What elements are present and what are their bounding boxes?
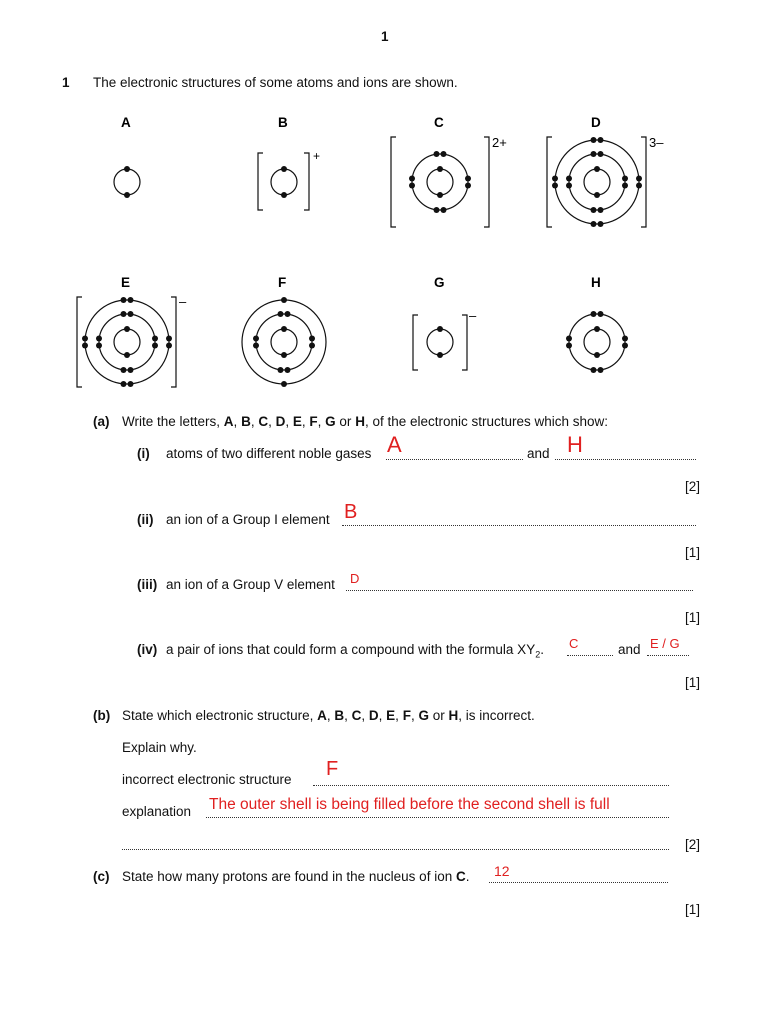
part-a-label: (a) bbox=[93, 414, 110, 429]
atom-e-electron-2-0 bbox=[121, 311, 127, 317]
atom-h-electron-2-7 bbox=[622, 343, 628, 349]
charge-b: + bbox=[313, 149, 321, 163]
atom-a-shell-1 bbox=[114, 169, 140, 195]
atom-c-electron-2-2 bbox=[434, 207, 440, 213]
atom-c-electron-2-6 bbox=[465, 176, 471, 182]
answer-line-a-iv-2[interactable] bbox=[647, 655, 689, 656]
part-a-i-text: atoms of two different noble gases bbox=[166, 446, 372, 461]
atom-e-electron-3-3 bbox=[128, 381, 134, 387]
atom-d-electron-3-4 bbox=[552, 176, 558, 182]
part-a-iii-text: an ion of a Group V element bbox=[166, 577, 335, 592]
atom-f-electron-2-6 bbox=[309, 336, 315, 342]
atom-d-electron-3-1 bbox=[598, 137, 604, 143]
atom-f-electron-1-1 bbox=[281, 352, 287, 358]
atom-h-electron-2-1 bbox=[598, 311, 604, 317]
atom-b-electron-1-1 bbox=[281, 192, 287, 198]
atom-d-electron-2-6 bbox=[622, 176, 628, 182]
atom-d-bracket-right bbox=[641, 137, 646, 227]
atom-e-electron-2-2 bbox=[121, 367, 127, 373]
atom-d-electron-2-4 bbox=[566, 176, 572, 182]
atom-e-electron-1-0 bbox=[124, 326, 130, 332]
atom-g-bracket-left bbox=[413, 315, 418, 370]
atom-e-electron-3-6 bbox=[166, 336, 172, 342]
atom-e-shell-2 bbox=[99, 314, 155, 370]
atom-f-shell-1 bbox=[271, 329, 297, 355]
atom-b-bracket-right bbox=[304, 153, 309, 210]
answer-a-i-2: H bbox=[567, 432, 583, 457]
answer-b-structure: F bbox=[326, 758, 339, 780]
part-a-iv-and: and bbox=[618, 642, 641, 657]
atom-g-electron-1-1 bbox=[437, 352, 443, 358]
atom-e-electron-3-4 bbox=[82, 336, 88, 342]
marks-a-i: [2] bbox=[685, 479, 701, 494]
answer-a-i-1: A bbox=[387, 432, 402, 457]
atom-f-electron-2-2 bbox=[278, 367, 284, 373]
part-a-iii-label: (iii) bbox=[137, 577, 158, 592]
atom-e-electron-2-1 bbox=[128, 311, 134, 317]
explanation-label: explanation bbox=[122, 804, 192, 819]
atom-d-electron-3-2 bbox=[591, 221, 597, 227]
answer-line-a-i-2[interactable] bbox=[555, 459, 696, 460]
part-a-ii-text: an ion of a Group I element bbox=[166, 512, 330, 527]
answer-c: 12 bbox=[494, 863, 510, 879]
answer-line-a-i-1[interactable] bbox=[386, 459, 523, 460]
atom-a-electron-1-1 bbox=[124, 192, 130, 198]
part-b-prompt: State which electronic structure, A, B, C, D, E, F, G or H, is incorrect. bbox=[122, 708, 535, 723]
marks-a-iv: [1] bbox=[685, 675, 701, 690]
atom-h-shell-2 bbox=[569, 314, 625, 370]
atom-d-electron-1-0 bbox=[594, 166, 600, 172]
atom-diagrams bbox=[0, 0, 768, 400]
charge-g: – bbox=[469, 308, 477, 323]
atom-f-shell-2 bbox=[256, 314, 312, 370]
atom-f-electron-2-3 bbox=[285, 367, 291, 373]
atom-e-shell-1 bbox=[114, 329, 140, 355]
atom-d-electron-3-6 bbox=[636, 176, 642, 182]
part-a-ii-label: (ii) bbox=[137, 512, 154, 527]
atom-g-shell-1 bbox=[427, 329, 453, 355]
atom-h-electron-2-0 bbox=[591, 311, 597, 317]
diagram-label-g: G bbox=[434, 275, 445, 290]
incorrect-structure-label: incorrect electronic structure bbox=[122, 772, 292, 787]
marks-c: [1] bbox=[685, 902, 701, 917]
part-c-label: (c) bbox=[93, 869, 110, 884]
atom-e-electron-2-5 bbox=[96, 343, 102, 349]
answer-b-explanation: The outer shell is being filled before the second shell is full bbox=[209, 796, 610, 813]
atom-e-electron-3-5 bbox=[82, 343, 88, 349]
atom-h-electron-1-0 bbox=[594, 326, 600, 332]
answer-line-a-iii[interactable] bbox=[346, 590, 693, 591]
atom-d-electron-2-5 bbox=[566, 183, 572, 189]
atom-d-electron-2-3 bbox=[598, 207, 604, 213]
atom-f-electron-2-7 bbox=[309, 343, 315, 349]
atom-f-electron-2-1 bbox=[285, 311, 291, 317]
atom-e-bracket-right bbox=[171, 297, 176, 387]
atom-e-electron-2-6 bbox=[152, 336, 158, 342]
atom-c-bracket-right bbox=[484, 137, 489, 227]
atom-f-electron-2-5 bbox=[253, 343, 259, 349]
atom-e-electron-3-7 bbox=[166, 343, 172, 349]
marks-a-ii: [1] bbox=[685, 545, 701, 560]
page-number: 1 bbox=[381, 29, 389, 44]
marks-a-iii: [1] bbox=[685, 610, 701, 625]
atom-d-electron-1-1 bbox=[594, 192, 600, 198]
atom-b-bracket-left bbox=[258, 153, 263, 210]
part-b-explain: Explain why. bbox=[122, 740, 197, 755]
atom-c-electron-2-0 bbox=[434, 151, 440, 157]
answer-line-b-structure[interactable] bbox=[313, 785, 669, 786]
atom-a-electron-1-0 bbox=[124, 166, 130, 172]
atom-f-electron-3-1 bbox=[281, 381, 287, 387]
atom-b-electron-1-0 bbox=[281, 166, 287, 172]
atom-c-electron-2-1 bbox=[441, 151, 447, 157]
atom-b-shell-1 bbox=[271, 169, 297, 195]
answer-a-iv-2: E / G bbox=[650, 636, 680, 651]
answer-line-c[interactable] bbox=[489, 882, 668, 883]
diagram-label-f: F bbox=[278, 275, 287, 290]
atom-d-shell-3 bbox=[555, 140, 639, 224]
atom-d-shell-2 bbox=[569, 154, 625, 210]
atom-h-electron-2-2 bbox=[591, 367, 597, 373]
atom-c-electron-2-4 bbox=[409, 176, 415, 182]
answer-line-b-explanation-2[interactable] bbox=[122, 849, 669, 850]
atom-e-bracket-left bbox=[77, 297, 82, 387]
diagram-label-c: C bbox=[434, 115, 444, 130]
question-stem: The electronic structures of some atoms and ions are shown. bbox=[93, 75, 458, 90]
diagram-label-e: E bbox=[121, 275, 131, 290]
atom-d-electron-2-2 bbox=[591, 207, 597, 213]
atom-h-electron-1-1 bbox=[594, 352, 600, 358]
atom-d-electron-2-0 bbox=[591, 151, 597, 157]
atom-d-electron-3-3 bbox=[598, 221, 604, 227]
part-b-label: (b) bbox=[93, 708, 111, 723]
atom-c-bracket-left bbox=[391, 137, 396, 227]
diagram-label-b: B bbox=[278, 115, 288, 130]
diagram-label-h: H bbox=[591, 275, 601, 290]
charge-c: 2+ bbox=[492, 135, 507, 150]
atom-g-electron-1-0 bbox=[437, 326, 443, 332]
atom-f-electron-2-4 bbox=[253, 336, 259, 342]
atom-f-electron-3-0 bbox=[281, 297, 287, 303]
charge-d: 3– bbox=[649, 135, 664, 150]
atom-d-electron-2-7 bbox=[622, 183, 628, 189]
answer-line-a-ii[interactable] bbox=[342, 525, 696, 526]
atom-d-bracket-left bbox=[547, 137, 552, 227]
part-c-prompt: State how many protons are found in the nucleus of ion C. bbox=[122, 869, 470, 884]
part-a-i-and: and bbox=[527, 446, 550, 461]
answer-line-b-explanation-1[interactable] bbox=[206, 817, 669, 818]
answer-a-iv-1: C bbox=[569, 636, 579, 651]
atom-h-electron-2-6 bbox=[622, 336, 628, 342]
atom-c-electron-1-0 bbox=[437, 166, 443, 172]
atom-c-shell-1 bbox=[427, 169, 453, 195]
part-a-iv-text: a pair of ions that could form a compound with the formula $XY_2$. bbox=[166, 642, 544, 660]
atom-e-electron-2-3 bbox=[128, 367, 134, 373]
atom-e-electron-1-1 bbox=[124, 352, 130, 358]
atom-e-electron-2-4 bbox=[96, 336, 102, 342]
diagram-label-d: D bbox=[591, 115, 601, 130]
atom-d-electron-3-0 bbox=[591, 137, 597, 143]
atom-d-shell-1 bbox=[584, 169, 610, 195]
part-a-iv-label: (iv) bbox=[137, 642, 158, 657]
atom-e-electron-3-1 bbox=[128, 297, 134, 303]
atom-d-electron-2-1 bbox=[598, 151, 604, 157]
atom-h-electron-2-5 bbox=[566, 343, 572, 349]
atom-f-electron-1-0 bbox=[281, 326, 287, 332]
atom-e-shell-3 bbox=[85, 300, 169, 384]
answer-line-a-iv-1[interactable] bbox=[567, 655, 613, 656]
atom-d-electron-3-5 bbox=[552, 183, 558, 189]
atom-h-electron-2-3 bbox=[598, 367, 604, 373]
atom-e-electron-3-2 bbox=[121, 381, 127, 387]
atom-f-electron-2-0 bbox=[278, 311, 284, 317]
diagram-label-a: A bbox=[121, 115, 131, 130]
marks-b: [2] bbox=[685, 837, 701, 852]
atom-g-bracket-right bbox=[462, 315, 467, 370]
answer-a-iii: D bbox=[350, 571, 360, 586]
atom-e-electron-2-7 bbox=[152, 343, 158, 349]
question-number: 1 bbox=[62, 75, 70, 90]
atom-h-electron-2-4 bbox=[566, 336, 572, 342]
atom-d-electron-3-7 bbox=[636, 183, 642, 189]
atom-c-electron-2-7 bbox=[465, 183, 471, 189]
atom-c-electron-1-1 bbox=[437, 192, 443, 198]
part-a-i-label: (i) bbox=[137, 446, 150, 461]
answer-a-ii: B bbox=[344, 501, 358, 523]
atom-h-shell-1 bbox=[584, 329, 610, 355]
part-a-prompt: Write the letters, A, B, C, D, E, F, G or H, of the electronic structures which show: bbox=[122, 414, 609, 429]
atom-c-shell-2 bbox=[412, 154, 468, 210]
atom-f-shell-3 bbox=[242, 300, 326, 384]
charge-e: – bbox=[179, 294, 187, 309]
atom-e-electron-3-0 bbox=[121, 297, 127, 303]
atom-c-electron-2-3 bbox=[441, 207, 447, 213]
atom-c-electron-2-5 bbox=[409, 183, 415, 189]
